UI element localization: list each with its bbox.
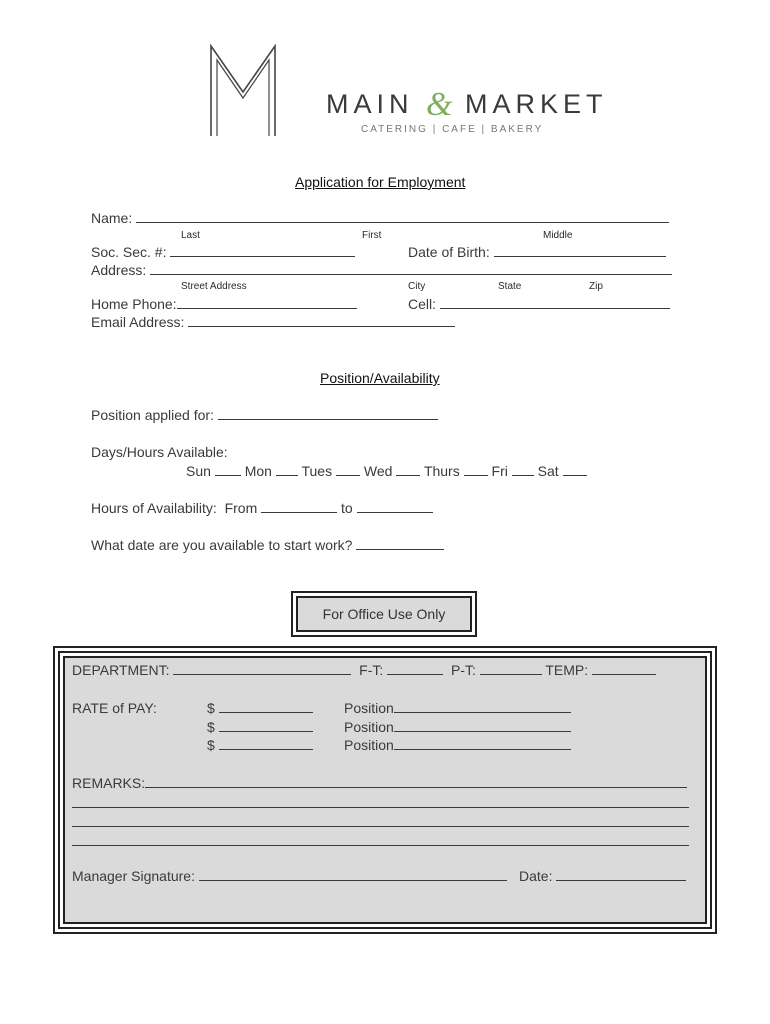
day-mon-label: Mon	[244, 463, 272, 479]
pay-position-field-2[interactable]	[394, 719, 571, 732]
email-field[interactable]	[188, 314, 455, 327]
start-date-label: What date are you available to start work?	[91, 537, 353, 553]
pt-field[interactable]	[480, 662, 542, 675]
department-row	[72, 662, 656, 678]
home-phone-label: Home Phone:	[91, 296, 177, 312]
brand-word-main: MAIN	[326, 89, 414, 119]
days-label: Days/Hours Available:	[91, 444, 228, 460]
rate-of-pay-label: RATE of PAY:	[72, 700, 157, 716]
day-thurs-label: Thurs	[423, 463, 460, 479]
temp-field[interactable]	[592, 662, 656, 675]
dob-row	[408, 244, 666, 260]
remarks-field-4[interactable]	[72, 831, 689, 846]
rate-row-1	[207, 700, 313, 716]
brand-word-market: MARKET	[464, 89, 608, 119]
dollar-sign: $	[207, 700, 215, 716]
day-fri-label: Fri	[491, 463, 508, 479]
position-applied-field[interactable]	[218, 407, 438, 420]
office-use-label: For Office Use Only	[322, 606, 446, 622]
sub-first: First	[362, 230, 382, 241]
pt-label: P-T:	[450, 662, 476, 678]
manager-signature-field[interactable]	[199, 868, 507, 881]
office-date-row	[519, 868, 686, 884]
rate-row-3	[207, 737, 313, 753]
page-title: Application for Employment	[295, 174, 466, 190]
remarks-row	[72, 775, 687, 791]
brand-name	[326, 84, 608, 122]
position-row	[91, 407, 438, 423]
email-row	[91, 314, 455, 330]
days-row	[186, 463, 587, 479]
remarks-field-2[interactable]	[72, 793, 689, 808]
rate-field-2[interactable]	[219, 719, 313, 732]
dollar-sign: $	[207, 719, 215, 735]
cell-row	[408, 296, 670, 312]
sub-street: Street Address	[181, 281, 247, 292]
sub-city: City	[408, 281, 426, 292]
pay-position-row-2	[344, 719, 571, 735]
department-field[interactable]	[173, 662, 351, 675]
day-sat-label: Sat	[537, 463, 559, 479]
email-label: Email Address:	[91, 314, 185, 330]
to-label: to	[341, 500, 353, 516]
brand-ampersand: &	[426, 86, 453, 123]
sub-last: Last	[181, 230, 200, 241]
day-wed-field[interactable]	[396, 463, 420, 476]
day-tues-label: Tues	[301, 463, 333, 479]
day-thurs-field[interactable]	[464, 463, 488, 476]
manager-signature-row	[72, 868, 507, 884]
day-mon-field[interactable]	[276, 463, 298, 476]
office-use-badge	[291, 591, 477, 637]
ft-label: F-T:	[359, 662, 384, 678]
pay-position-field-3[interactable]	[394, 737, 571, 750]
cell-label: Cell:	[408, 296, 437, 312]
ft-field[interactable]	[387, 662, 443, 675]
address-field[interactable]	[150, 262, 672, 275]
ssn-row	[91, 244, 355, 260]
day-sun-field[interactable]	[215, 463, 241, 476]
department-label: DEPARTMENT:	[72, 662, 170, 678]
rate-field-3[interactable]	[219, 737, 313, 750]
pay-position-row-3	[344, 737, 571, 753]
pay-position-row-1	[344, 700, 571, 716]
office-date-label: Date:	[519, 868, 553, 884]
pay-position-field-1[interactable]	[394, 700, 571, 713]
dob-label: Date of Birth:	[408, 244, 490, 260]
ssn-field[interactable]	[170, 244, 355, 257]
start-date-field[interactable]	[356, 537, 444, 550]
remarks-field-1[interactable]	[145, 775, 687, 788]
address-label: Address:	[91, 262, 147, 278]
day-fri-field[interactable]	[512, 463, 534, 476]
to-field[interactable]	[357, 500, 433, 513]
from-field[interactable]	[261, 500, 337, 513]
name-field[interactable]	[136, 210, 669, 223]
manager-signature-label: Manager Signature:	[72, 868, 195, 884]
cell-field[interactable]	[440, 296, 670, 309]
sub-middle: Middle	[543, 230, 573, 241]
pay-position-label: Position	[344, 719, 394, 735]
home-phone-row	[91, 296, 357, 312]
office-date-field[interactable]	[556, 868, 686, 881]
ssn-label: Soc. Sec. #:	[91, 244, 167, 260]
dob-field[interactable]	[494, 244, 666, 257]
address-row	[91, 262, 672, 278]
dollar-sign: $	[207, 737, 215, 753]
name-label: Name:	[91, 210, 133, 226]
pay-position-label: Position	[344, 737, 394, 753]
rate-field-1[interactable]	[219, 700, 313, 713]
sub-zip: Zip	[589, 281, 603, 292]
pay-position-label: Position	[344, 700, 394, 716]
rate-row-2	[207, 719, 313, 735]
start-row	[91, 537, 444, 553]
brand-tagline: CATERING | CAFE | BAKERY	[361, 124, 544, 135]
position-heading: Position/Availability	[320, 370, 440, 386]
remarks-field-3[interactable]	[72, 812, 689, 827]
sub-state: State	[498, 281, 522, 292]
temp-label: TEMP:	[545, 662, 589, 678]
home-phone-field[interactable]	[177, 296, 357, 309]
name-row	[91, 210, 669, 226]
day-sun-label: Sun	[186, 463, 211, 479]
day-wed-label: Wed	[363, 463, 393, 479]
remarks-label: REMARKS:	[72, 775, 146, 791]
hours-label: Hours of Availability:	[91, 500, 217, 516]
day-tues-field[interactable]	[336, 463, 360, 476]
position-applied-label: Position applied for:	[91, 407, 214, 423]
day-sat-field[interactable]	[563, 463, 587, 476]
logo-m-icon	[209, 44, 279, 138]
hours-row	[91, 500, 433, 516]
from-label: From	[224, 500, 258, 516]
